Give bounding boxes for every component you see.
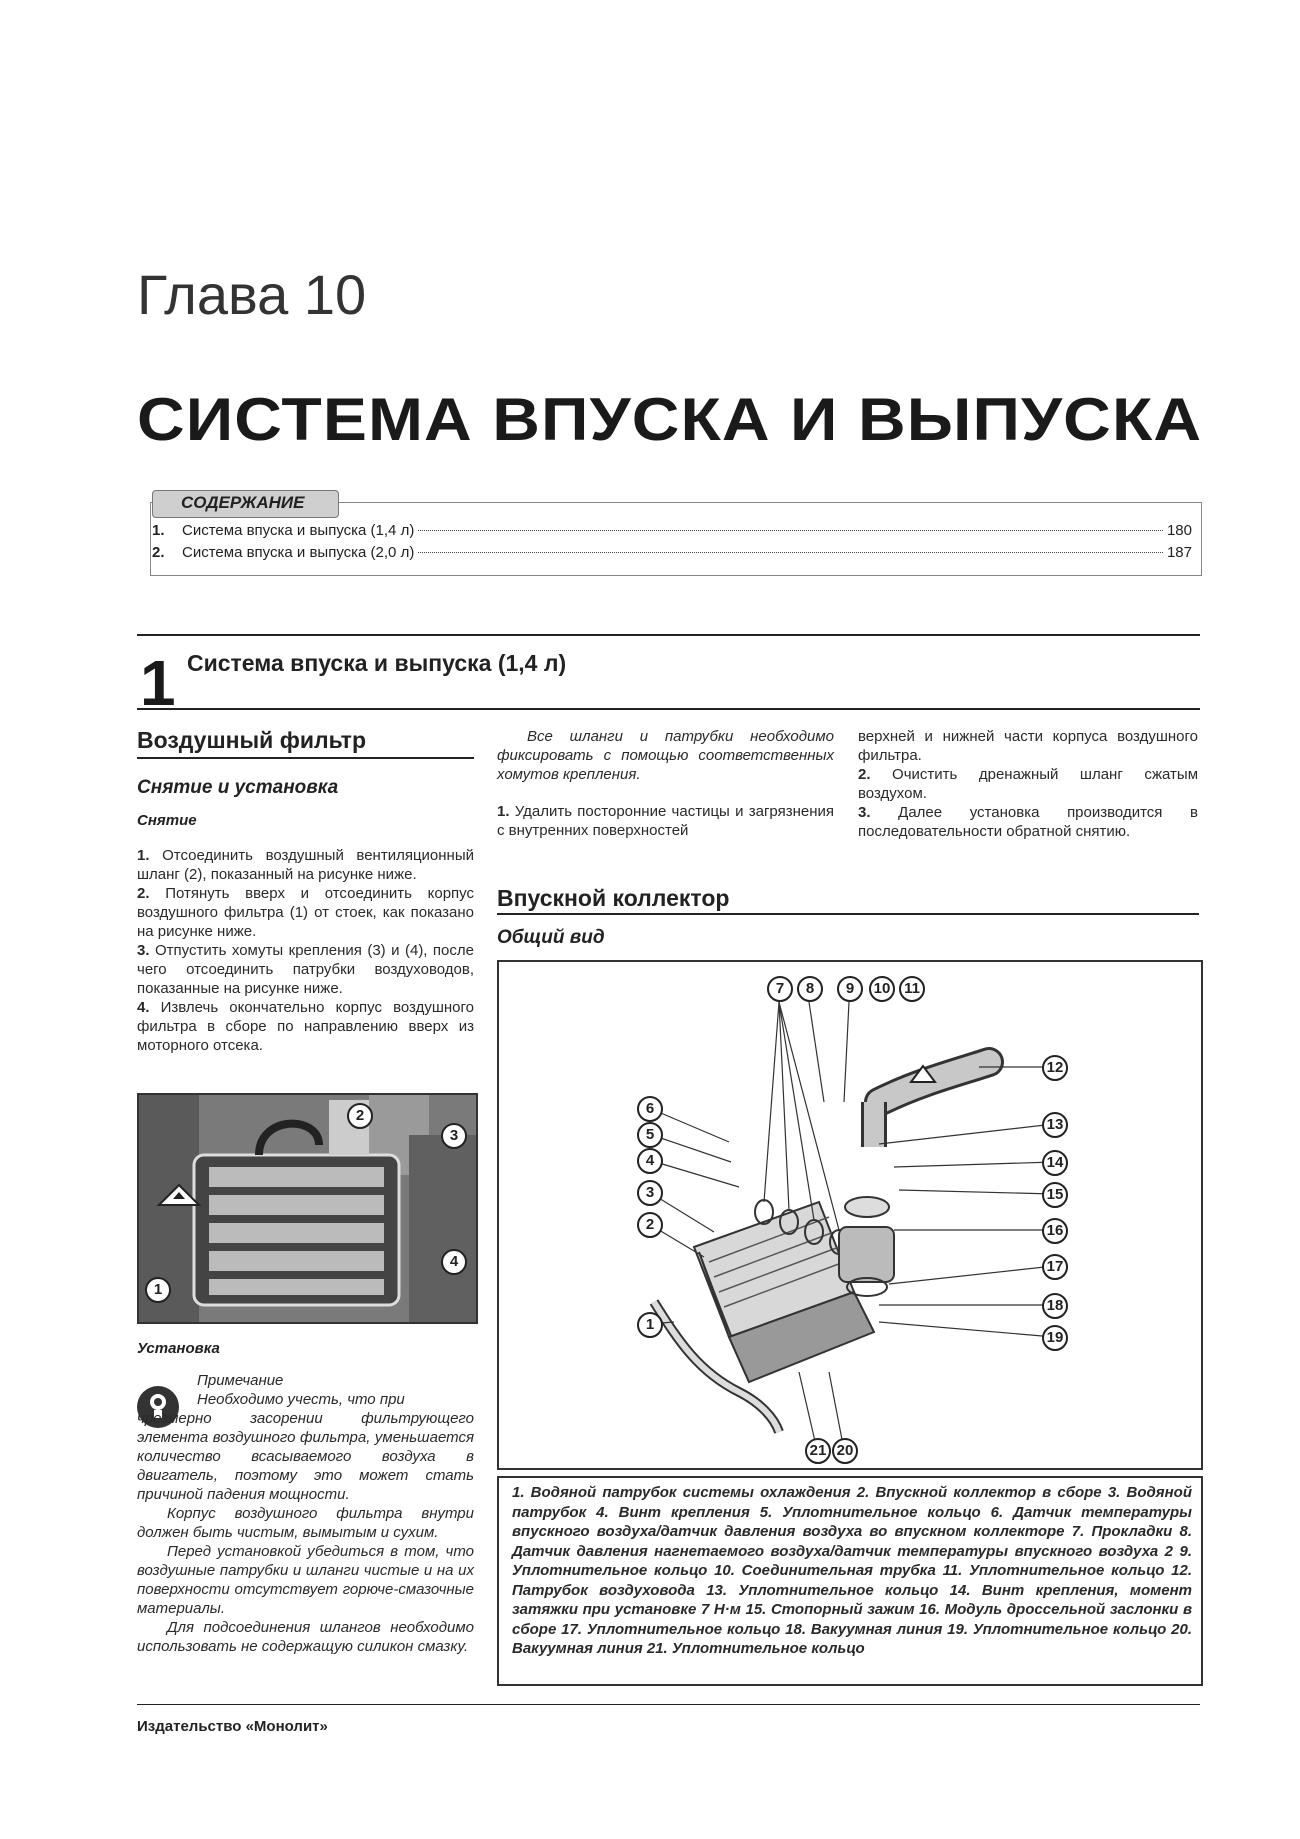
diagram-callout: 2: [637, 1212, 663, 1238]
diagram-callout: 1: [637, 1312, 663, 1338]
photo-callout: 3: [441, 1123, 467, 1149]
diagram-callout: 7: [767, 976, 793, 1002]
diagram-callout: 19: [1042, 1325, 1068, 1351]
install-label: Установка: [137, 1340, 220, 1357]
engine-bay-illustration: [139, 1095, 476, 1322]
diagram-callout: 5: [637, 1122, 663, 1148]
note-text: чрезмерно засорении фильтрующего элемента воздушного фильтра, уменьшается количество всасываемого воздуха в двигатель, поэтому это может стать причиной падения мощности.: [137, 1410, 474, 1503]
air-filter-photo: [137, 1093, 478, 1324]
note-text: Для подсоединения шлангов необходимо использовать не содержащую силикон смазку.: [137, 1619, 474, 1655]
chapter-number: Глава 10: [137, 263, 367, 326]
install-step-text: верхней и нижней части корпуса воздушного фильтра.: [858, 728, 1198, 764]
diagram-callout: 16: [1042, 1218, 1068, 1244]
note-label: Примечание: [197, 1372, 284, 1389]
diagram-callout: 21: [805, 1438, 831, 1464]
diagram-callout: 6: [637, 1096, 663, 1122]
toc-item-page: 187: [1166, 544, 1192, 561]
intake-manifold-diagram: [497, 960, 1203, 1470]
diagram-callout: 11: [899, 976, 925, 1002]
note-text: Корпус воздушного фильтра внутри должен быть чистым, вымытым и сухим.: [137, 1505, 474, 1541]
section-number: 1: [140, 647, 176, 719]
heading-rule: [497, 913, 1199, 915]
step: 4. Извлечь окончательно корпус воздушного фильтра в сборе по направлению вверх из моторного отсека.: [137, 999, 474, 1054]
diagram-callout: 8: [797, 976, 823, 1002]
install-step-text: Удалить посторонние частицы и загрязнения с внутренних поверхностей: [497, 803, 834, 839]
section-title: Система впуска и выпуска (1,4 л): [187, 650, 567, 676]
diagram-legend: 1. Водяной патрубок системы охлаждения 2. Впускной коллектор в сборе 3. Водяной патрубок 4. Винт крепления 5. Уплотнительное кольцо 6. Датчик температуры впускного воздуха/датчик давления воздуха во впускном коллекторе 7. Прокладки 8. Датчик давления нагнетаемого воздуха/датчик температуры впускного воздуха 2 9. Уплотнительное кольцо 10. Соединительная трубка 11. Уплотнительное кольцо 12. Патрубок воздуховода 13. Уплотнительное кольцо 14. Винт крепления, момент затяжки при установке 7 Н·м 15. Стопорный зажим 16. Модуль дроссельной заслонки в сборе 17. Уплотнительное кольцо 18. Вакуумная линия 19. Уплотнительное кольцо 20. Вакуумная линия 21. Уплотнительное кольцо: [512, 1484, 1192, 1657]
toc-label: СОДЕРЖАНИЕ: [181, 493, 305, 512]
toc-item-number: 2.: [152, 544, 165, 561]
toc-label-tab: [152, 490, 339, 518]
removal-steps: [137, 846, 474, 1055]
diagram-callout: 17: [1042, 1254, 1068, 1280]
diagram-callout: 18: [1042, 1293, 1068, 1319]
toc-leader: [418, 552, 1163, 553]
install-step: 2. Очистить дренажный шланг сжатым воздухом.: [858, 766, 1199, 802]
diagram-callout: 3: [637, 1180, 663, 1206]
install-step: 3. Далее установка производится в последовательности обратной снятию.: [858, 804, 1198, 840]
step: 1. Отсоединить воздушный вентиляционный шланг (2), показанный на рисунке ниже.: [137, 847, 474, 883]
install-steps-cont: [858, 727, 1198, 841]
diagram-callout: 12: [1042, 1055, 1068, 1081]
photo-callout: 1: [145, 1277, 171, 1303]
footer-rule: [137, 1704, 1200, 1705]
diagram-callout: 15: [1042, 1182, 1068, 1208]
photo-callout: 2: [347, 1103, 373, 1129]
diagram-callout: 20: [832, 1438, 858, 1464]
intake-heading: Впускной коллектор: [497, 885, 730, 911]
publisher: Издательство «Монолит»: [137, 1718, 328, 1735]
note-body: [137, 1409, 474, 1656]
air-filter-heading: Воздушный фильтр: [137, 727, 367, 753]
note-lead: Необходимо учесть, что при: [197, 1391, 405, 1408]
toc-item[interactable]: [152, 522, 1192, 539]
photo-callout: 4: [441, 1249, 467, 1275]
intake-subheading: Общий вид: [497, 927, 605, 948]
toc-leader: [418, 530, 1163, 531]
step: 2. Потянуть вверх и отсоединить корпус воздушного фильтра (1) от стоек, как показано на рисунке ниже.: [137, 885, 474, 940]
hoses-note: Все шланги и патрубки необходимо фиксировать с помощью соответственных хомутов крепления.: [497, 728, 834, 783]
diagram-callout: 14: [1042, 1150, 1068, 1176]
page-title: СИСТЕМА ВПУСКА И ВЫПУСКА: [137, 386, 1203, 453]
exploded-view-illustration: [499, 962, 1201, 1468]
subheading: Снятие и установка: [137, 777, 339, 798]
section-top-rule: [137, 634, 1200, 636]
removal-label: Снятие: [137, 812, 197, 829]
toc-item-page: 180: [1166, 522, 1192, 539]
diagram-callout: 4: [637, 1148, 663, 1174]
diagram-callout: 13: [1042, 1112, 1068, 1138]
note-text: Перед установкой убедиться в том, что воздушные патрубки и шланги чистые и на их поверхности отсутствует горюче-смазочные материалы.: [137, 1543, 474, 1617]
diagram-callout: 10: [869, 976, 895, 1002]
step: 3. Отпустить хомуты крепления (3) и (4), после чего отсоединить патрубки воздуховодов, показанные на рисунке ниже.: [137, 942, 474, 997]
section-bottom-rule: [137, 708, 1200, 710]
toc-item-text: Система впуска и выпуска (2,0 л): [182, 544, 415, 561]
toc-item[interactable]: [152, 544, 1192, 561]
heading-rule: [137, 757, 474, 759]
diagram-callout: 9: [837, 976, 863, 1002]
toc-item-text: Система впуска и выпуска (1,4 л): [182, 522, 415, 539]
install-step: 1. Удалить посторонние частицы и загрязнения с внутренних поверхностей: [497, 803, 834, 839]
toc-item-number: 1.: [152, 522, 165, 539]
